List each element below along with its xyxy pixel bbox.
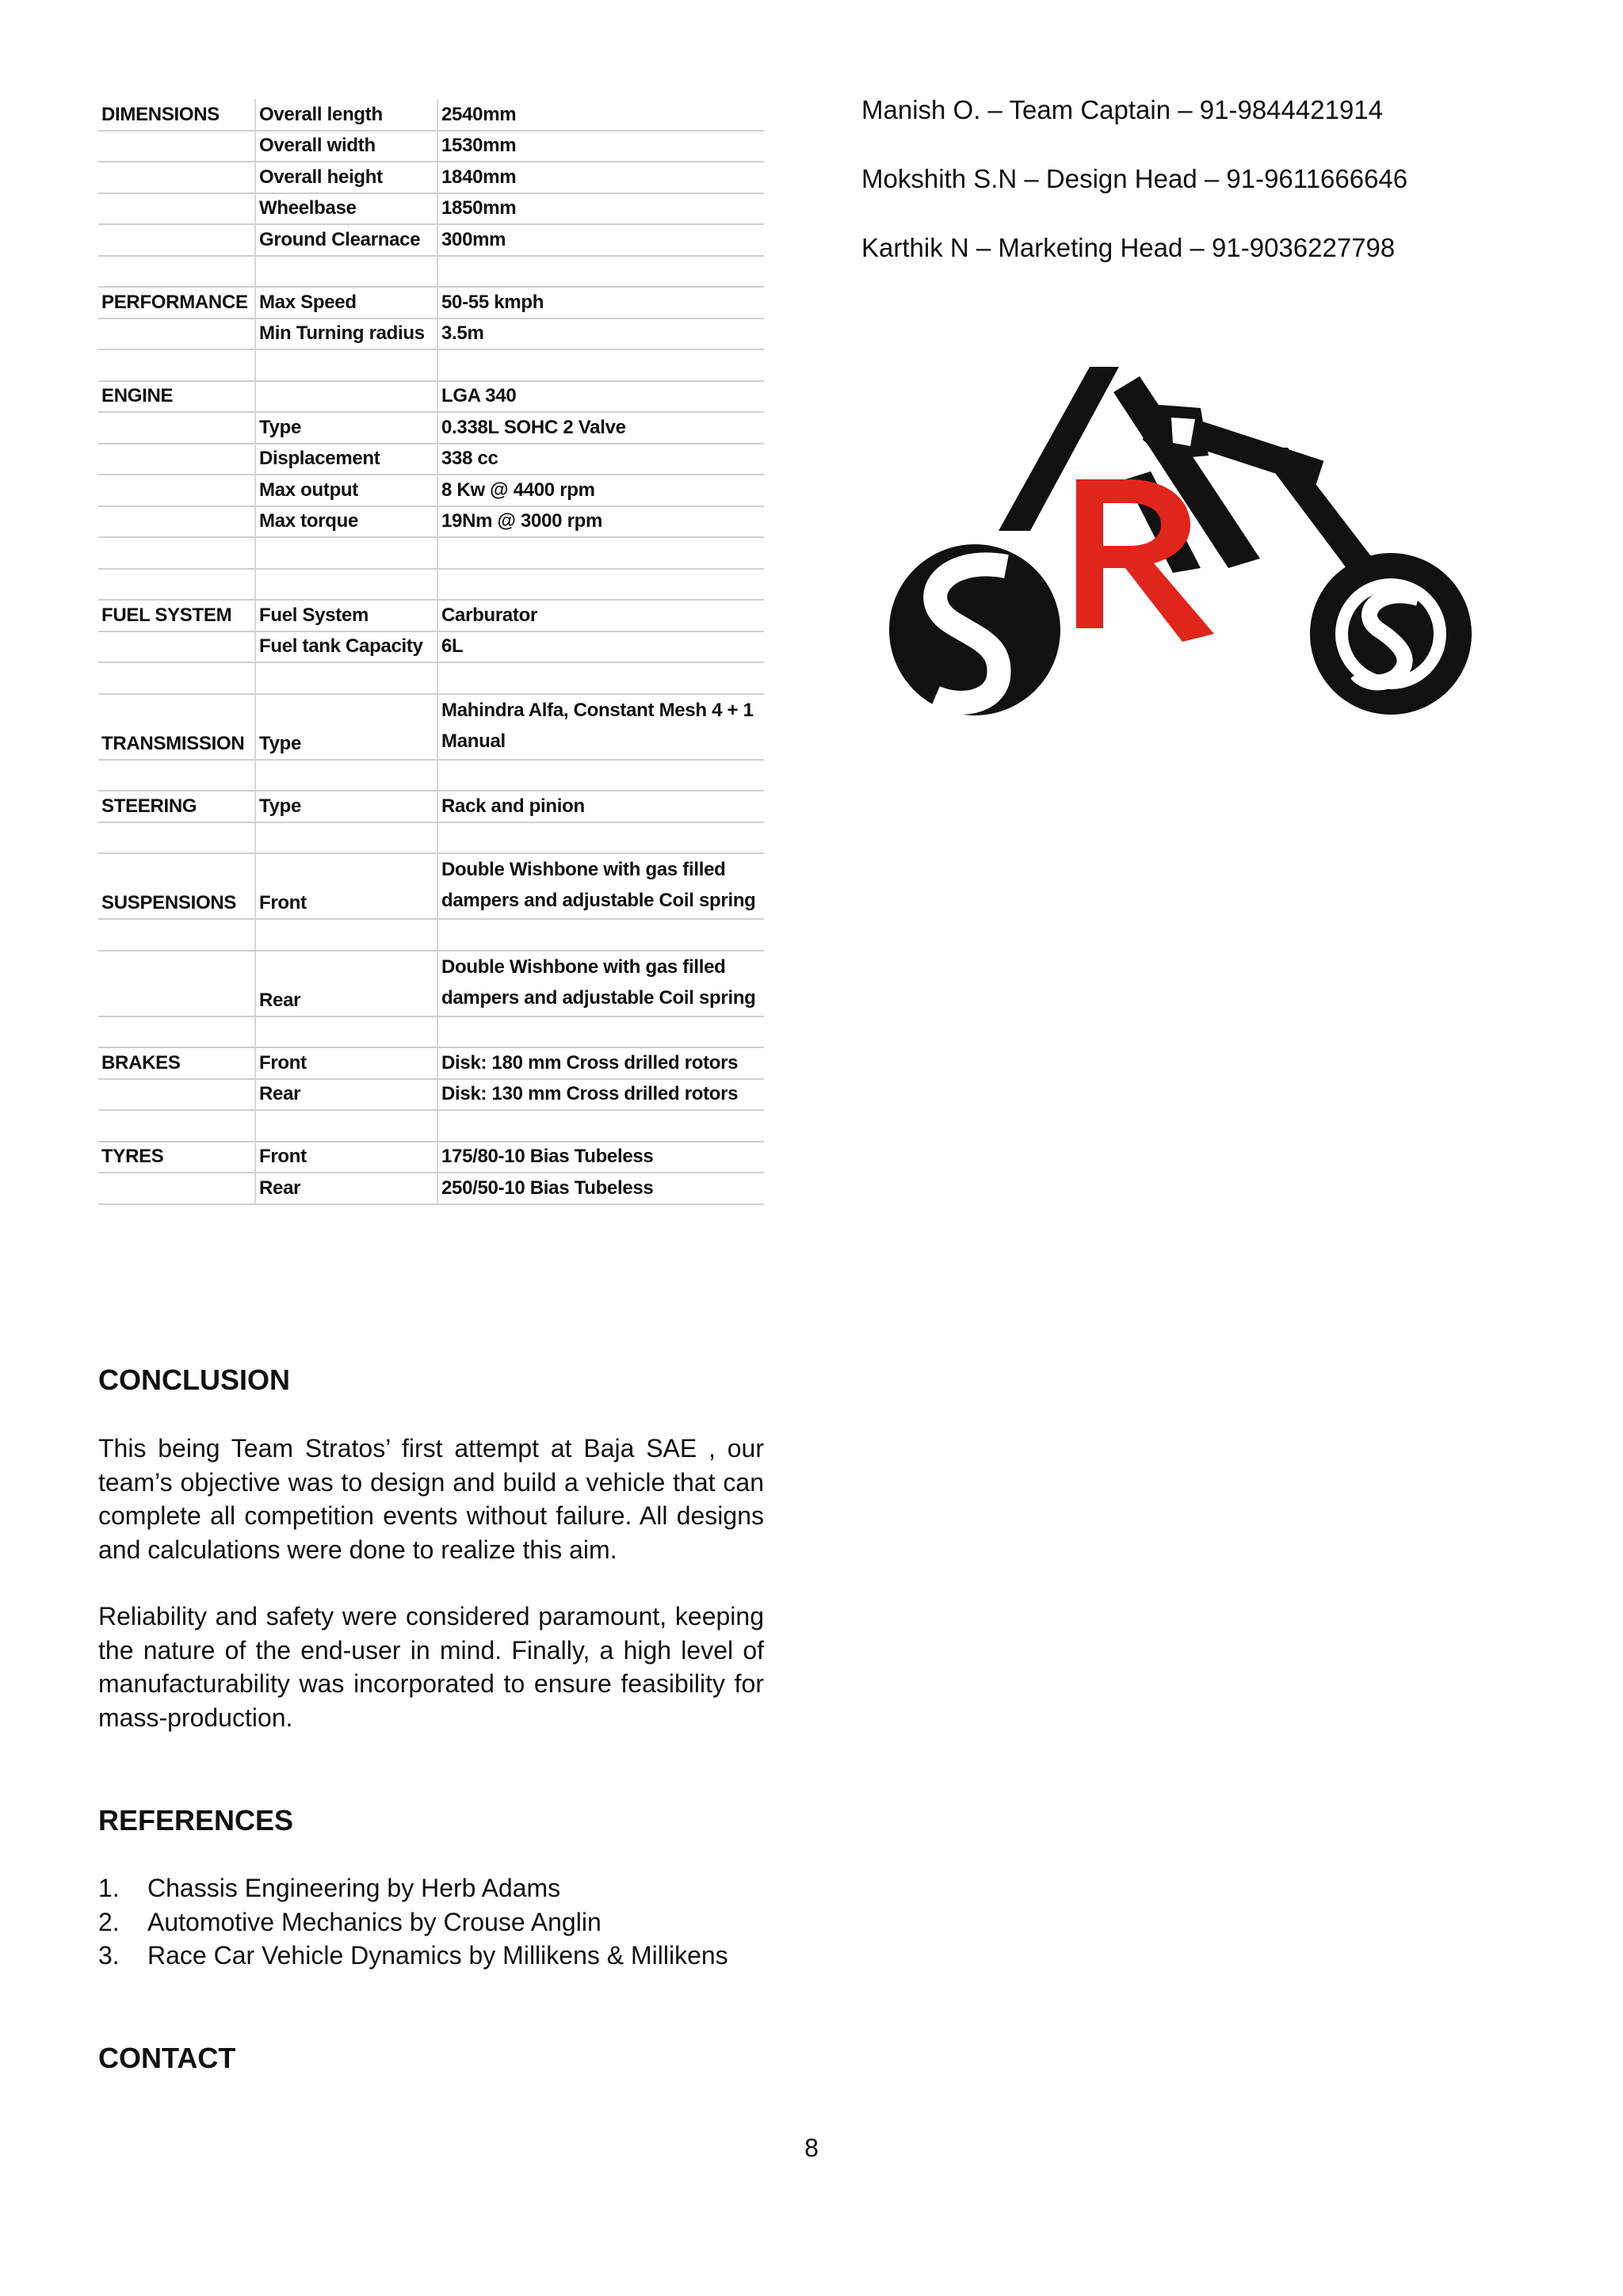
contact-section [98,2042,764,2074]
spec-value: Disk: 130 mm Cross drilled rotors [437,1079,764,1111]
spec-category [98,919,255,951]
spec-parameter [255,537,437,569]
spec-value: Carburator [437,600,764,631]
spec-parameter: Max torque [255,506,437,538]
conclusion-heading: CONCLUSION [98,1363,290,1396]
spec-parameter [255,381,437,413]
spec-category [98,349,255,381]
reference-text: Chassis Engineering by Herb Adams [147,1874,561,1902]
spec-category: DIMENSIONS [98,99,255,131]
spec-row [98,349,764,381]
spec-category [98,131,255,162]
contact-heading: CONTACT [98,2042,236,2074]
spec-category [98,1079,255,1111]
spec-category: ENGINE [98,381,255,413]
spec-category [98,1173,255,1204]
logo-frame [999,367,1379,574]
reference-number: 2. [98,1907,120,1936]
spec-row [98,919,764,951]
spec-category: FUEL SYSTEM [98,600,255,631]
spec-parameter [255,569,437,601]
conclusion-paragraph-1: This being Team Stratos’ first attempt at Baja SAE , our team’s objective was to design and build a vehicle that can complete all competition events without failure. All designs and calculations were done to realize this aim. [98,1434,764,1564]
contact-design-head: Mokshith S.N – Design Head – 91-9611666646 [861,164,1408,193]
spec-parameter: Front [255,1047,437,1079]
spec-row [98,1079,764,1111]
spec-category [98,224,255,256]
reference-number: 1. [98,1874,120,1902]
spec-category: STEERING [98,791,255,822]
spec-value [437,919,764,951]
spec-value: 175/80-10 Bias Tubeless [437,1142,764,1173]
spec-value [437,349,764,381]
spec-parameter [255,1016,437,1048]
spec-value: Double Wishbone with gas filled dampers and adjustable Coil spring [437,951,764,1016]
spec-category [98,760,255,791]
spec-parameter [255,1110,437,1142]
spec-parameter: Rear [255,1079,437,1111]
spec-parameter: Rear [255,1173,437,1204]
spec-value [437,1110,764,1142]
spec-row [98,444,764,475]
references-list [98,1871,764,1973]
logo-left-wheel [889,544,1060,715]
spec-parameter: Overall length [255,99,437,131]
spec-parameter: Min Turning radius [255,318,437,350]
spec-parameter: Front [255,1142,437,1173]
spec-value: 2540mm [437,99,764,131]
spec-row [98,1142,764,1173]
contact-list [861,95,1407,302]
specifications-table [98,99,764,1205]
spec-parameter: Displacement [255,444,437,475]
spec-value: 19Nm @ 3000 rpm [437,506,764,538]
spec-parameter: Rear [255,951,437,1016]
spec-parameter: Type [255,791,437,822]
logo-right-wheel [1310,553,1472,715]
specifications-table-body [98,99,764,1204]
contact-marketing-head: Karthik N – Marketing Head – 91-9036227798 [861,233,1396,262]
spec-category [98,506,255,538]
reference-text: Race Car Vehicle Dynamics by Millikens & Millikens [147,1941,728,1970]
spec-category [98,662,255,694]
spec-category [98,569,255,601]
spec-value [437,760,764,791]
reference-item [98,1871,764,1905]
spec-row [98,662,764,694]
spec-category: PERFORMANCE [98,287,255,318]
spec-row [98,318,764,350]
spec-parameter [255,662,437,694]
spec-value [437,537,764,569]
spec-category [98,193,255,225]
spec-row [98,224,764,256]
spec-row [98,1016,764,1048]
spec-parameter: Max output [255,475,437,506]
spec-category: SUSPENSIONS [98,853,255,919]
spec-value: Disk: 180 mm Cross drilled rotors [437,1047,764,1079]
stratos-logo [888,360,1482,733]
spec-row [98,760,764,791]
spec-value [437,662,764,694]
spec-parameter: Fuel System [255,600,437,631]
spec-category [98,951,255,1016]
spec-parameter: Overall width [255,131,437,162]
spec-row [98,569,764,601]
contact-team-captain: Manish O. – Team Captain – 91-9844421914 [861,95,1384,124]
spec-row [98,162,764,193]
spec-category [98,475,255,506]
spec-value: 338 cc [437,444,764,475]
spec-value: LGA 340 [437,381,764,413]
spec-row [98,287,764,318]
spec-value [437,569,764,601]
spec-value: Double Wishbone with gas filled dampers and adjustable Coil spring [437,853,764,919]
spec-value: 1840mm [437,162,764,193]
spec-category [98,412,255,444]
reference-number: 3. [98,1941,120,1970]
spec-row [98,600,764,631]
spec-parameter: Ground Clearnace [255,224,437,256]
spec-value [437,1016,764,1048]
spec-category [98,1016,255,1048]
spec-value: Rack and pinion [437,791,764,822]
spec-row [98,475,764,506]
spec-row [98,537,764,569]
spec-category [98,162,255,193]
spec-value: Mahindra Alfa, Constant Mesh 4 + 1 Manual [437,694,764,760]
spec-parameter [255,760,437,791]
spec-category: TRANSMISSION [98,694,255,760]
spec-value: 3.5m [437,318,764,350]
spec-row [98,791,764,822]
spec-parameter: Type [255,694,437,760]
reference-item [98,1905,764,1939]
spec-value: 1530mm [437,131,764,162]
spec-parameter: Wheelbase [255,193,437,225]
spec-parameter [255,256,437,288]
spec-value [437,256,764,288]
spec-parameter [255,919,437,951]
spec-row [98,853,764,919]
references-section [98,1805,764,1973]
spec-parameter [255,349,437,381]
spec-category [98,318,255,350]
spec-category [98,1110,255,1142]
spec-value: 8 Kw @ 4400 rpm [437,475,764,506]
spec-row [98,99,764,131]
spec-row [98,822,764,854]
spec-parameter: Max Speed [255,287,437,318]
spec-value: 0.338L SOHC 2 Valve [437,412,764,444]
spec-row [98,631,764,663]
spec-row [98,256,764,288]
spec-value [437,822,764,854]
spec-parameter [255,822,437,854]
spec-row [98,694,764,760]
spec-value: 300mm [437,224,764,256]
spec-parameter: Type [255,412,437,444]
spec-value: 50-55 kmph [437,287,764,318]
spec-row [98,506,764,538]
spec-parameter: Fuel tank Capacity [255,631,437,663]
spec-category: TYRES [98,1142,255,1173]
spec-value: 6L [437,631,764,663]
conclusion-section [98,1364,764,1734]
spec-row [98,1110,764,1142]
spec-parameter: Front [255,853,437,919]
conclusion-paragraph-2: Reliability and safety were considered paramount, keeping the nature of the end-user in mind. Finally, a high level of manufacturability was incorporated to ensure feasibility for mass-production. [98,1602,764,1732]
spec-category: BRAKES [98,1047,255,1079]
page-number: 8 [804,2134,819,2162]
spec-value: 250/50-10 Bias Tubeless [437,1173,764,1204]
spec-row [98,1173,764,1204]
reference-text: Automotive Mechanics by Crouse Anglin [147,1907,601,1936]
spec-category [98,631,255,663]
spec-category [98,822,255,854]
spec-row [98,131,764,162]
spec-row [98,951,764,1016]
spec-row [98,1047,764,1079]
spec-row [98,412,764,444]
references-heading: REFERENCES [98,1804,294,1836]
spec-category [98,256,255,288]
spec-category [98,537,255,569]
spec-parameter: Overall height [255,162,437,193]
spec-row [98,381,764,413]
spec-row [98,193,764,225]
spec-value: 1850mm [437,193,764,225]
reference-item [98,1939,764,1973]
spec-category [98,444,255,475]
